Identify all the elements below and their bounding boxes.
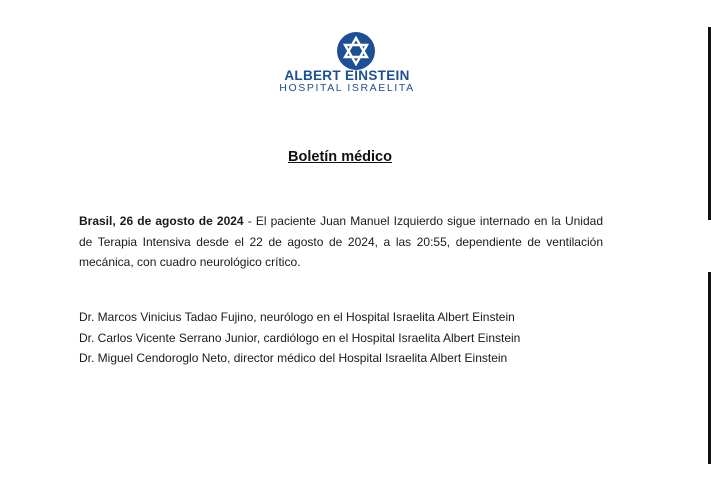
signature-line: Dr. Carlos Vicente Serrano Junior, cardiólogo en el Hospital Israelita Albert Einstein (79, 330, 521, 345)
hospital-logo (0, 31, 711, 71)
page-title: Boletín médico (288, 149, 392, 165)
signature-line: Dr. Marcos Vinicius Tadao Fujino, neurólogo en el Hospital Israelita Albert Einstein (79, 310, 515, 324)
logo-text-albert-einstein: ALBERT EINSTEIN (284, 68, 410, 83)
bulletin-date-lead: Brasil, 26 de agosto de 2024 (79, 214, 244, 228)
logo-text-hospital-israelita: HOSPITAL ISRAELITA (279, 82, 415, 94)
signature-line: Dr. Miguel Cendoroglo Neto, director médico del Hospital Israelita Albert Einstein (79, 351, 508, 365)
bulletin-paragraph (79, 211, 603, 273)
signatures-block (79, 307, 520, 369)
star-of-david-logo-icon (336, 31, 376, 71)
bulletin-body: - El paciente Juan Manuel Izquierdo sigue internado en la Unidad de Terapia Intensiva desde el 22 de agosto de 2024, a las 20:55, dependiente de ventilación mecánica, con cuadro neurológico crítico. (79, 214, 603, 269)
